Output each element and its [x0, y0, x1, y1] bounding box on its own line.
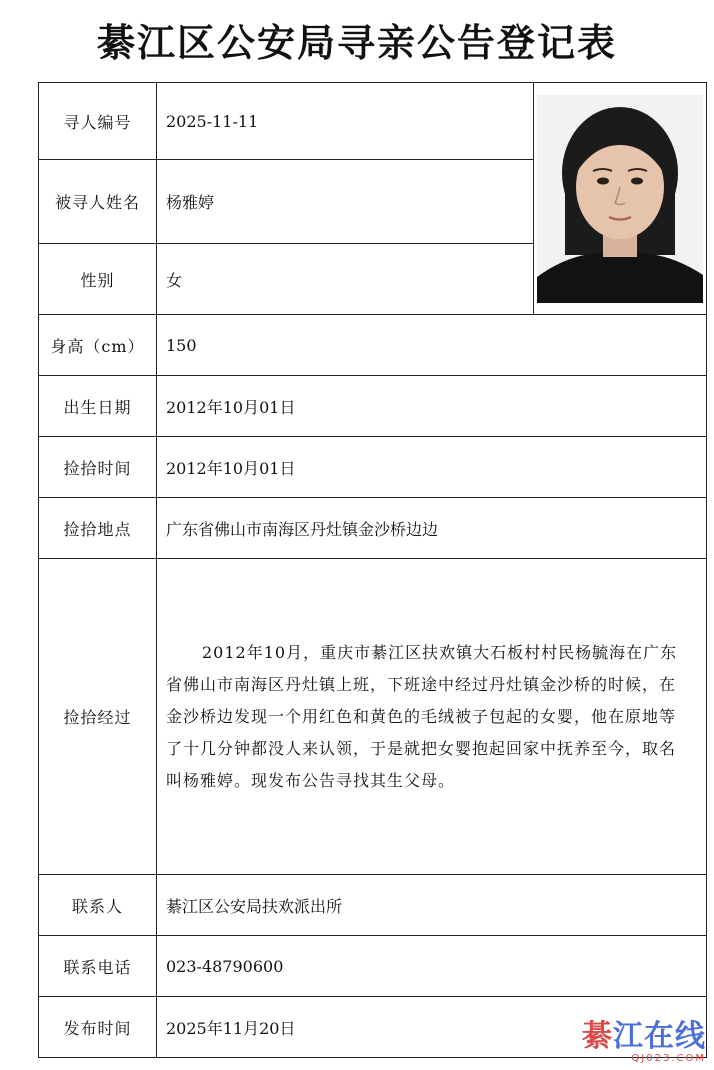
- label-name: 被寻人姓名: [39, 160, 157, 244]
- value-publish-time: 2025年11月20日: [157, 997, 707, 1058]
- value-found-place: 广东省佛山市南海区丹灶镇金沙桥边边: [157, 498, 707, 559]
- site-watermark: [582, 1019, 706, 1064]
- value-found-time: 2012年10月01日: [157, 437, 707, 498]
- value-name: 杨雅婷: [157, 160, 534, 244]
- label-publish-time: 发布时间: [39, 997, 157, 1058]
- person-photo: [537, 95, 703, 303]
- label-birthdate: 出生日期: [39, 376, 157, 437]
- label-gender: 性别: [39, 244, 157, 315]
- form-row-height: [39, 315, 707, 376]
- label-id: 寻人编号: [39, 83, 157, 160]
- form-row-birthdate: [39, 376, 707, 437]
- form-row-phone: [39, 936, 707, 997]
- label-narrative: 捡拾经过: [39, 559, 157, 875]
- watermark-url: QJ023.COM: [631, 1053, 706, 1064]
- label-contact: 联系人: [39, 875, 157, 936]
- form-row-found-place: [39, 498, 707, 559]
- page-title: 綦江区公安局寻亲公告登记表: [96, 20, 617, 65]
- form-row-narrative: [39, 559, 707, 875]
- watermark-logo-part2: 江在线: [613, 1019, 706, 1054]
- label-phone: 联系电话: [39, 936, 157, 997]
- value-id: 2025-11-11: [157, 83, 534, 160]
- photo-cell: [534, 83, 707, 315]
- label-found-place: 捡拾地点: [39, 498, 157, 559]
- value-phone: 023-48790600: [157, 936, 707, 997]
- value-contact: 綦江区公安局扶欢派出所: [157, 875, 707, 936]
- value-narrative: 2012年10月，重庆市綦江区扶欢镇大石板村村民杨毓海在广东省佛山市南海区丹灶镇上班，下班途中经过丹灶镇金沙桥的时候，在金沙桥边发现一个用红色和黄色的毛绒被子包起的女婴，他在原地等了十几分钟都没人来认领，于是就把女婴抱起回家中抚养至今，取名叫杨雅婷。现发布公告寻找其生父母。: [157, 559, 707, 875]
- watermark-logo: [582, 1019, 706, 1054]
- value-gender: 女: [157, 244, 534, 315]
- value-height: 150: [157, 315, 707, 376]
- form-row-contact: [39, 875, 707, 936]
- registration-form: [38, 82, 707, 1058]
- form-row-id: [39, 83, 707, 160]
- form-row-found-time: [39, 437, 707, 498]
- value-birthdate: 2012年10月01日: [157, 376, 707, 437]
- label-height: 身高（cm）: [39, 315, 157, 376]
- watermark-logo-part1: 綦: [582, 1019, 613, 1054]
- label-found-time: 捡拾时间: [39, 437, 157, 498]
